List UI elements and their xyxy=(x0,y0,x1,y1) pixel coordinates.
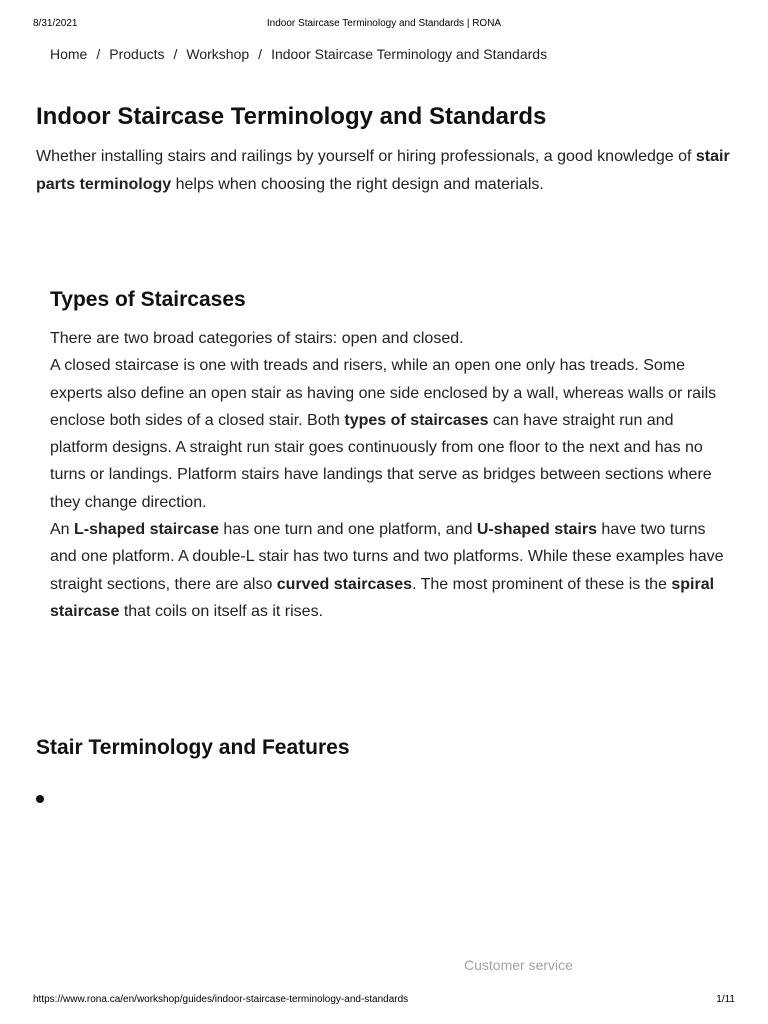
print-page-number: 1/11 xyxy=(716,994,735,1005)
intro-text: Whether installing stairs and railings by yourself or hiring professionals, a good knowledge of xyxy=(36,148,696,165)
bold-term: spiral staircase xyxy=(50,575,715,620)
breadcrumb-home[interactable]: Home xyxy=(50,46,88,62)
breadcrumb-products[interactable]: Products xyxy=(109,46,165,62)
terminology-list xyxy=(36,795,44,803)
bold-term: L-shaped staircase xyxy=(74,521,219,539)
breadcrumb-separator: / xyxy=(96,46,101,62)
types-paragraph-1: There are two broad categories of stairs: open and closed. xyxy=(50,330,464,347)
breadcrumb xyxy=(50,46,547,62)
list-bullet xyxy=(36,795,44,803)
paragraph-text: An xyxy=(50,521,75,539)
bold-term: U-shaped stairs xyxy=(476,521,597,539)
paragraph-text: A closed staircase is one with treads and risers, while an open one only has treads. Some experts also define an open stair as having one side enclosed by a wall, whereas walls or rails enclose both sides of a closed stair. Both xyxy=(50,357,717,429)
print-header xyxy=(0,18,768,32)
breadcrumb-current: Indoor Staircase Terminology and Standards xyxy=(271,46,548,62)
breadcrumb-workshop[interactable]: Workshop xyxy=(186,46,250,62)
paragraph-text: . The most prominent of these is the xyxy=(411,575,672,593)
print-date: 8/31/2021 xyxy=(33,18,78,29)
print-url: https://www.rona.ca/en/workshop/guides/indoor-staircase-terminology-and-standards xyxy=(33,994,409,1005)
bold-term: curved staircases xyxy=(276,575,412,593)
intro-bold-term: stair parts terminology xyxy=(36,148,730,193)
intro-text: helps when choosing the right design and materials. xyxy=(171,176,544,193)
paragraph-text: have two turns and one platform. A double-L stair has two turns and two platforms. While these examples have straight sections, there are also xyxy=(50,521,724,593)
print-footer xyxy=(0,994,768,1008)
types-paragraph-2 xyxy=(50,352,730,516)
stair-terminology-heading: Stair Terminology and Features xyxy=(36,736,350,759)
intro-paragraph xyxy=(36,143,736,199)
paragraph-text: has one turn and one platform, and xyxy=(218,521,477,539)
paragraph-text: that coils on itself as it rises. xyxy=(119,602,324,620)
bold-term: types of staircases xyxy=(344,411,489,429)
page-title: Indoor Staircase Terminology and Standards xyxy=(36,103,547,130)
breadcrumb-separator: / xyxy=(173,46,178,62)
types-paragraph-3 xyxy=(50,516,730,625)
breadcrumb-separator: / xyxy=(258,46,263,62)
paragraph-text: can have straight run and platform designs. A straight run stair goes continuously from one floor to the next and has no turns or landings. Platform stairs have landings that serve as bridges between sections where they change direction. xyxy=(50,411,712,511)
customer-service-link[interactable]: Customer service xyxy=(464,957,573,973)
types-of-staircases-heading: Types of Staircases xyxy=(50,288,246,311)
types-of-staircases-body xyxy=(50,325,730,625)
print-doc-title: Indoor Staircase Terminology and Standards | RONA xyxy=(266,18,502,29)
